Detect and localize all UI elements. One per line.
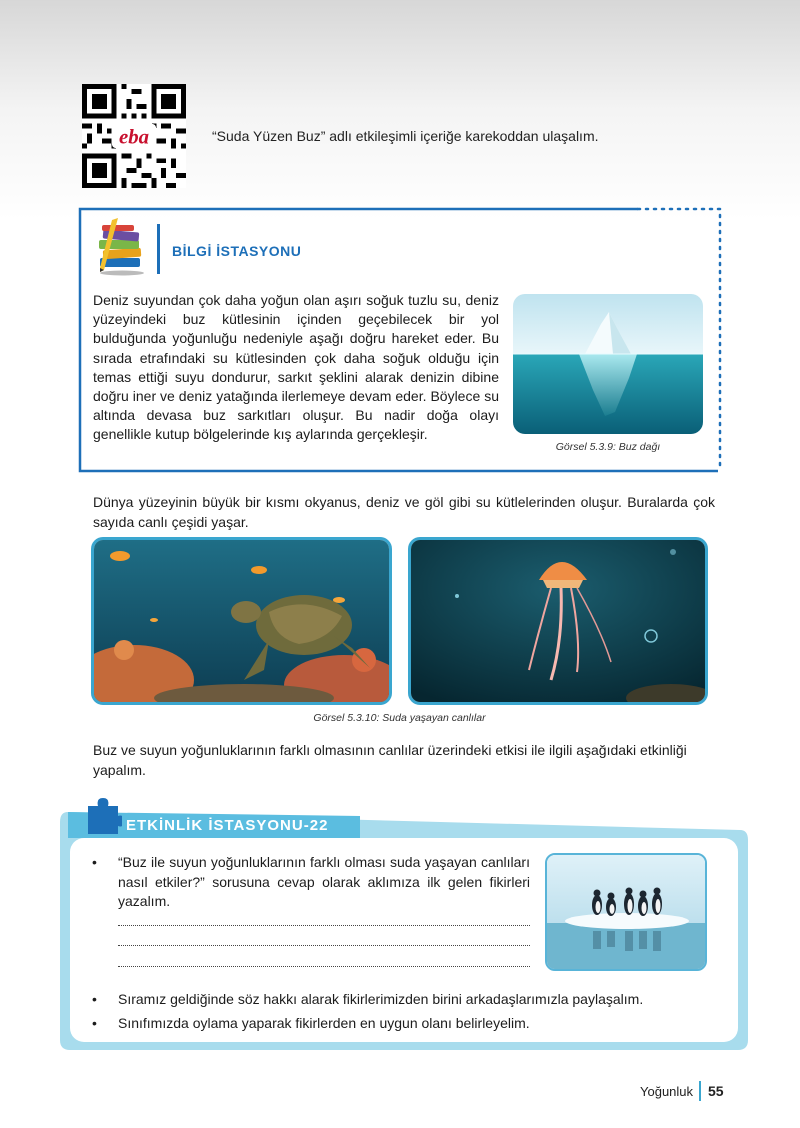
- bullet-marker: •: [92, 854, 97, 870]
- aquatic-life-caption: Görsel 5.3.10: Suda yaşayan canlılar: [313, 712, 486, 724]
- footer-divider: [699, 1081, 701, 1101]
- iceberg-caption: Görsel 5.3.9: Buz dağı: [555, 441, 661, 453]
- puzzle-icon: [84, 796, 122, 836]
- answer-line-3[interactable]: [118, 966, 530, 968]
- qr-pattern: [82, 84, 186, 188]
- activity-item-2: Sıramız geldiğinde söz hakkı alarak fikirlerimizden birini arkadaşlarımızla paylaşalım.: [118, 991, 644, 1007]
- iceberg-image: [513, 294, 703, 434]
- qr-code[interactable]: [82, 84, 186, 188]
- eba-logo: eba: [118, 125, 150, 149]
- sea-turtle-image: [91, 537, 392, 705]
- jellyfish-image: [408, 537, 708, 705]
- etkinlik-title: ETKİNLİK İSTASYONU-22: [126, 817, 329, 834]
- paragraph-1: Dünya yüzeyinin büyük bir kısmı okyanus, deniz ve göl gibi su kütlelerinden oluşur. Buralarda çok sayıda canlı çeşidi yaşar.: [93, 494, 715, 530]
- bilgi-title: BİLGİ İSTASYONU: [172, 243, 302, 259]
- qr-caption: “Suda Yüzen Buz” adlı etkileşimli içeriğe karekoddan ulaşalım.: [212, 128, 599, 144]
- books-pencil-icon: [94, 218, 150, 276]
- answer-line-2[interactable]: [118, 945, 530, 947]
- chapter-label: Yoğunluk: [640, 1084, 694, 1099]
- bullet-marker: •: [92, 991, 97, 1007]
- bullet-marker: •: [92, 1015, 97, 1031]
- bilgi-text: Deniz suyundan çok daha yoğun olan aşırı soğuk tuzlu su, deniz yüzeyindeki buz kütlesinin içinden geçebilecek bir yol bulduğunda yoğunluğu nedeniyle aşağı doğru hareket eder. Bu sırada etrafındaki su kütlesinden çok daha soğuk olduğu için temas ettiği suyu dondurur, sarkıt şeklini alarak denizin dibine doğru iner ve deniz yatağında ilerlemeye devam eder. Böylece su altında devasa buz sarkıtları oluşur. Bu nadir doğa olayı genellikle kutup bölgelerinde kış aylarında gerçekleşir.: [93, 292, 499, 443]
- penguins-image: [545, 853, 707, 971]
- paragraph-2: Buz ve suyun yoğunluklarının farklı olmasının canlılar üzerindeki etkisi ile ilgili aşağıdaki etkinliği yapalım.: [93, 742, 687, 778]
- answer-line-1[interactable]: [118, 925, 530, 927]
- activity-item-1: “Buz ile suyun yoğunluklarının farklı olması suda yaşayan canlıları nasıl etkiler?” sorusuna cevap olarak aklımıza ilk gelen fikirleri yazalım.: [118, 854, 530, 909]
- title-divider: [157, 224, 160, 274]
- page-number: 55: [708, 1083, 724, 1099]
- activity-item-3: Sınıfımızda oylama yaparak fikirlerden en uygun olanı belirleyelim.: [118, 1015, 530, 1031]
